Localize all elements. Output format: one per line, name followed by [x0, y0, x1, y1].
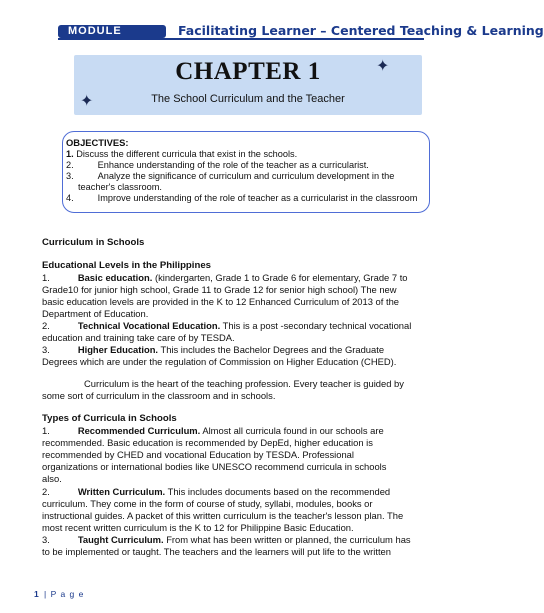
- module-tab: MODULE: [58, 25, 166, 38]
- level-line: education and training take care of by TESDA.: [42, 332, 235, 343]
- type-line: instructional guides. A packet of this written curriculum is the teacher's lesson plan. The: [42, 510, 404, 521]
- level-line: Grade10 for junior high school, Grade 11 to Grade 12 for senior high school) The new: [42, 284, 397, 295]
- type-item: 2. Written Curriculum. This includes documents based on the recommended: [42, 486, 391, 497]
- page-number: 1: [34, 589, 39, 599]
- type-line: most recent written curriculum is the K to 12 for Philippine Basic Education.: [42, 522, 354, 533]
- level-line: Degrees which are under the regulation of Commission on Higher Education (CHED).: [42, 356, 397, 367]
- header-title: Facilitating Learner – Centered Teaching & Learning: [178, 23, 544, 38]
- objective-item: 1. Discuss the different curricula that exist in the schools.: [66, 149, 298, 159]
- level-item: 2. Technical Vocational Education. This is a post -secondary technical vocational: [42, 320, 412, 331]
- level-item: 1. Basic education. (kindergarten, Grade 1 to Grade 6 for elementary, Grade 7 to: [42, 272, 408, 283]
- sparkle-icon: ✦: [80, 93, 94, 110]
- header-rule: [58, 38, 424, 40]
- chapter-title: CHAPTER 1: [175, 58, 321, 85]
- paragraph-line: some sort of curriculum in the classroom and in schools.: [42, 390, 276, 401]
- section-heading: Types of Curricula in Schools: [42, 413, 177, 424]
- type-item: 1. Recommended Curriculum. Almost all curricula found in our schools are: [42, 425, 384, 436]
- type-item: 3. Taught Curriculum. From what has been written or planned, the curriculum has: [42, 534, 411, 545]
- page-label: | P a g e: [44, 589, 85, 599]
- type-line: also.: [42, 473, 62, 484]
- objective-item: teacher's classroom.: [78, 182, 162, 192]
- objective-item: 2. Enhance understanding of the role of the teacher as a curricularist.: [66, 160, 369, 170]
- paragraph-line: Curriculum is the heart of the teaching profession. Every teacher is guided by: [84, 378, 404, 389]
- type-line: to be implemented or taught. The teachers and the learners will put life to the written: [42, 546, 391, 557]
- objective-item: 3. Analyze the significance of curriculum and curriculum development in the: [66, 171, 395, 181]
- section-heading: Curriculum in Schools: [42, 237, 145, 248]
- level-line: basic education levels are provided in the K to 12 Enhanced Curriculum of 2013 of the: [42, 296, 399, 307]
- type-line: recommended by CHED and vocational Education by TESDA. Professional: [42, 449, 354, 460]
- level-item: 3. Higher Education. This includes the Bachelor Degrees and the Graduate: [42, 344, 385, 355]
- type-line: organizations or international bodies like UNESCO recommend curricula in schools: [42, 461, 387, 472]
- objective-item: 4. Improve understanding of the role of teacher as a curricularist in the classroom: [66, 193, 418, 203]
- section-heading: Educational Levels in the Philippines: [42, 260, 211, 271]
- level-line: Department of Education.: [42, 308, 149, 319]
- type-line: curriculum. They come in the form of course of study, syllabi, modules, books or: [42, 498, 373, 509]
- chapter-subtitle: The School Curriculum and the Teacher: [151, 93, 345, 105]
- objectives-heading: OBJECTIVES:: [66, 137, 129, 148]
- type-line: recommended. Basic education is recommended by DepEd, higher education is: [42, 437, 373, 448]
- sparkle-icon: ✦: [376, 58, 390, 75]
